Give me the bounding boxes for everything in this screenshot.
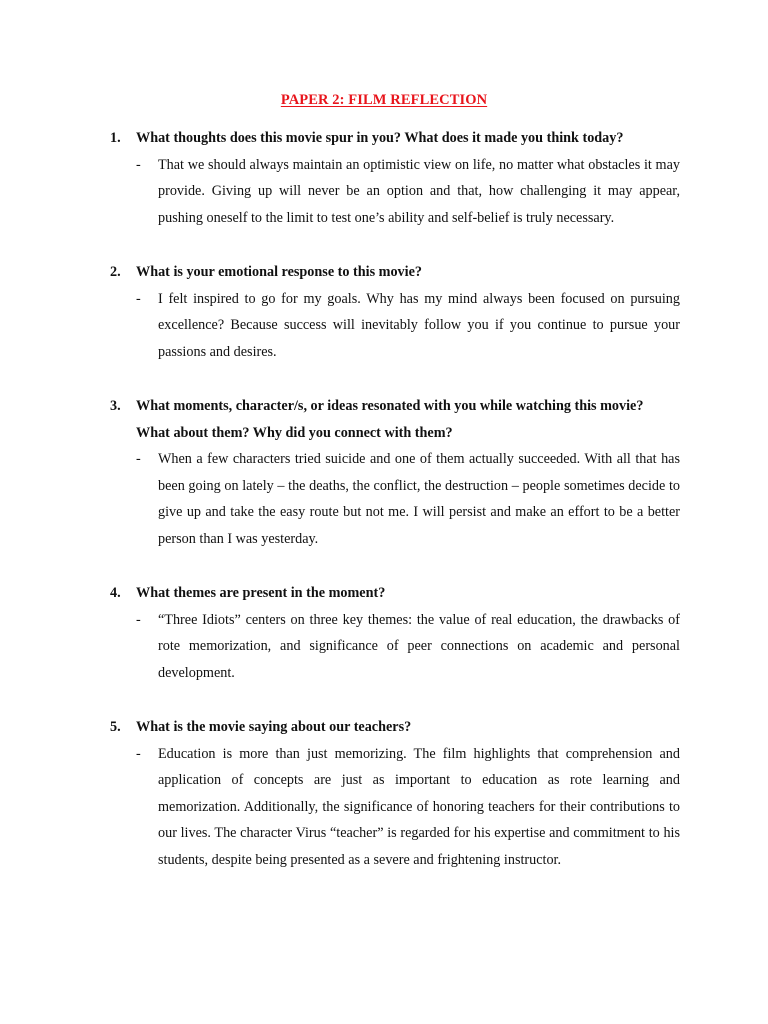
question <box>110 125 680 152</box>
answer <box>136 286 680 366</box>
question-number: 5. <box>110 719 121 735</box>
question <box>110 714 680 741</box>
bullet-dash: - <box>136 745 141 762</box>
question-text: What is the movie saying about our teachers? <box>136 719 412 735</box>
question-number: 3. <box>110 398 121 414</box>
answer-text: I felt inspired to go for my goals. Why has my mind always been focused on pursuing excellence? Because success will inevitably follow you if you continue to pursue your passions and desires. <box>158 290 680 360</box>
reflection-item-1 <box>110 125 680 231</box>
bullet-dash: - <box>136 156 141 173</box>
question-number: 2. <box>110 264 121 280</box>
answer-text: When a few characters tried suicide and one of them actually succeeded. With all that has been going on lately – the deaths, the conflict, the destruction – people sometimes decide to give up and take the easy route but not me. I will persist and make an effort to be a better person than I was yesterday. <box>158 451 680 547</box>
answer <box>136 152 680 232</box>
bullet-dash: - <box>136 290 141 307</box>
answer <box>136 446 680 552</box>
bullet-dash: - <box>136 611 141 628</box>
question <box>110 580 680 607</box>
answer <box>136 741 680 874</box>
answer-text: “Three Idiots” centers on three key themes: the value of real education, the drawbacks of rote memorization, and significance of peer connections on academic and personal development. <box>158 611 680 681</box>
question-number: 4. <box>110 585 121 601</box>
question-text: What thoughts does this movie spur in you? What does it made you think today? <box>136 130 624 146</box>
answer-text: That we should always maintain an optimistic view on life, no matter what obstacles it may provide. Giving up will never be an option and that, how challenging it may appear, pushing oneself to the limit to test one’s ability and self-belief is truly necessary. <box>158 156 680 226</box>
reflection-item-4 <box>110 580 680 686</box>
page-title: PAPER 2: FILM REFLECTION <box>280 92 488 108</box>
question-text: What is your emotional response to this movie? <box>136 264 422 280</box>
question-number: 1. <box>110 130 121 146</box>
question <box>110 393 680 446</box>
question <box>110 259 680 286</box>
question-text: What moments, character/s, or ideas resonated with you while watching this movie? What about them? Why did you connect with them? <box>136 398 644 441</box>
answer-text: Education is more than just memorizing. The film highlights that comprehension and application of concepts are just as important to education as rote learning and memorization. Additionally, the significance of honoring teachers for their contributions to our lives. The character Virus “teacher” is regarded for his expertise and commitment to his students, despite being presented as a severe and frightening instructor. <box>158 745 680 868</box>
reflection-item-5 <box>110 714 680 874</box>
answer <box>136 607 680 687</box>
reflection-item-2 <box>110 259 680 365</box>
question-text: What themes are present in the moment? <box>136 585 386 601</box>
bullet-dash: - <box>136 451 141 468</box>
reflection-item-3 <box>110 393 680 553</box>
